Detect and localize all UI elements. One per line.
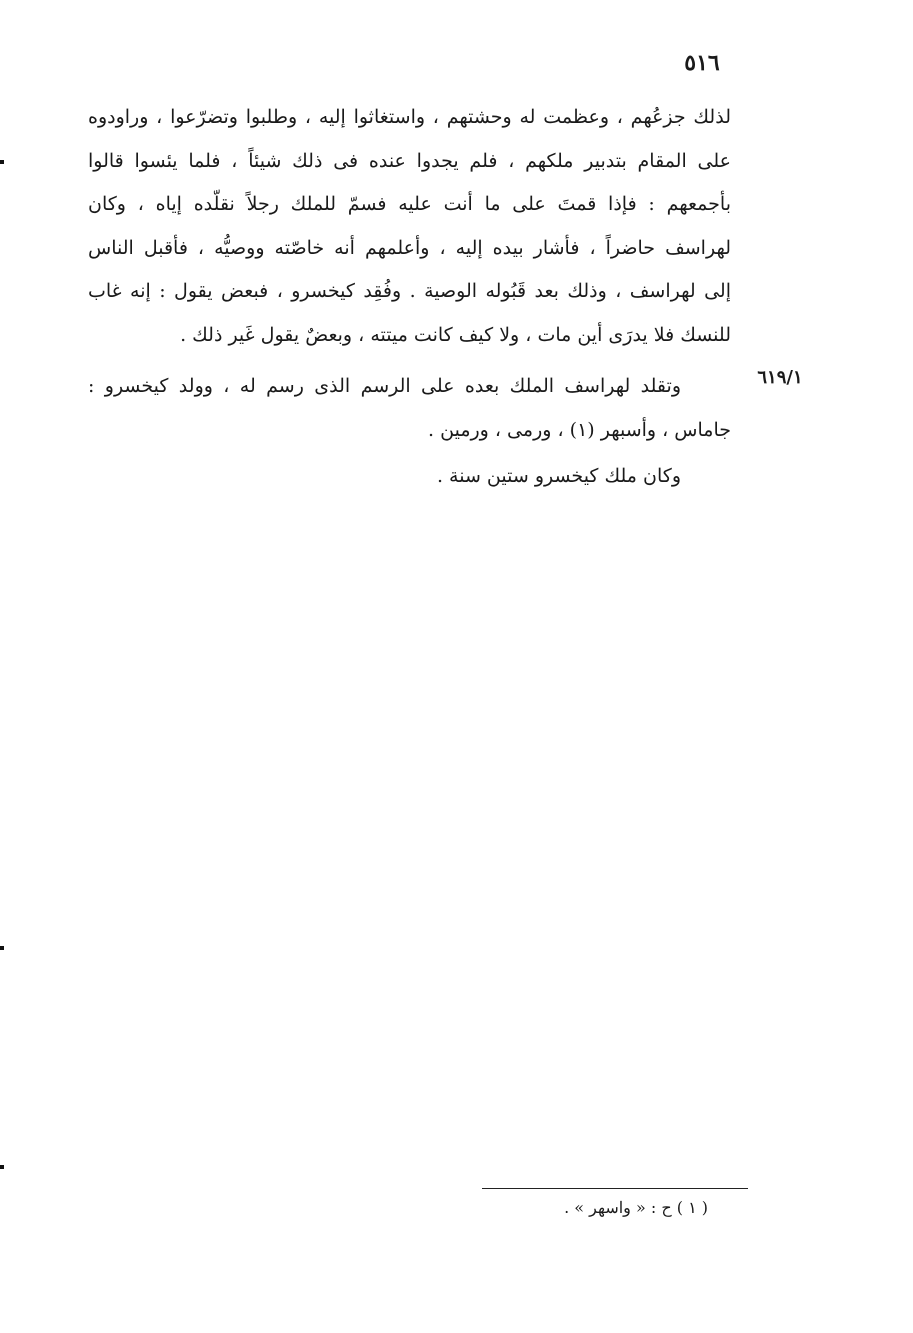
text-line: إلى لهراسف ، وذلك بعد قَبُوله الوصية . وفُقِد كيخسرو ، فبعض يقول : إنه غاب	[88, 280, 731, 303]
body-paragraph-2	[88, 365, 731, 452]
text-line: جاماس ، وأسبهر (١) ، ورمى ، ورمين .	[428, 418, 731, 441]
footnote: ( ١ ) ح : « واسهر » .	[564, 1198, 708, 1217]
text-line: وتقلد لهراسف الملك بعده على الرسم الذى رسم له ، وولد كيخسرو :	[88, 375, 681, 397]
edge-mark	[0, 160, 4, 164]
text-line: لذلك جزعُهم ، وعظمت له وحشتهم ، واستغاثوا إليه ، وطلبوا وتضرّعوا ، وراودوه	[88, 106, 731, 128]
page-number: ٥١٦	[684, 50, 720, 76]
footnote-divider	[482, 1188, 748, 1189]
edge-mark	[0, 946, 4, 950]
body-paragraph-3	[88, 455, 731, 499]
edge-mark	[0, 1165, 4, 1169]
text-line: على المقام بتدبير ملكهم ، فلم يجدوا عنده فى ذلك شيئاً ، فلما يئسوا قالوا	[88, 149, 731, 172]
text-line: بأجمعهم : فإذا قمتَ على ما أنت عليه فسمّ للملك رجلاً نقلّده إياه ، وكان	[88, 193, 731, 216]
text-line: وكان ملك كيخسرو ستين سنة .	[436, 465, 681, 487]
margin-reference: ٦١٩/١	[757, 367, 803, 388]
text-line: للنسك فلا يدرَى أين مات ، ولا كيف كانت ميتته ، وبعضٌ يقول غَير ذلك .	[180, 323, 731, 346]
text-line: لهراسف حاضراً ، فأشار بيده إليه ، وأعلمهم أنه خاصّته ووصيُّه ، فأقبل الناس	[88, 236, 731, 259]
body-paragraph-1	[88, 96, 731, 358]
